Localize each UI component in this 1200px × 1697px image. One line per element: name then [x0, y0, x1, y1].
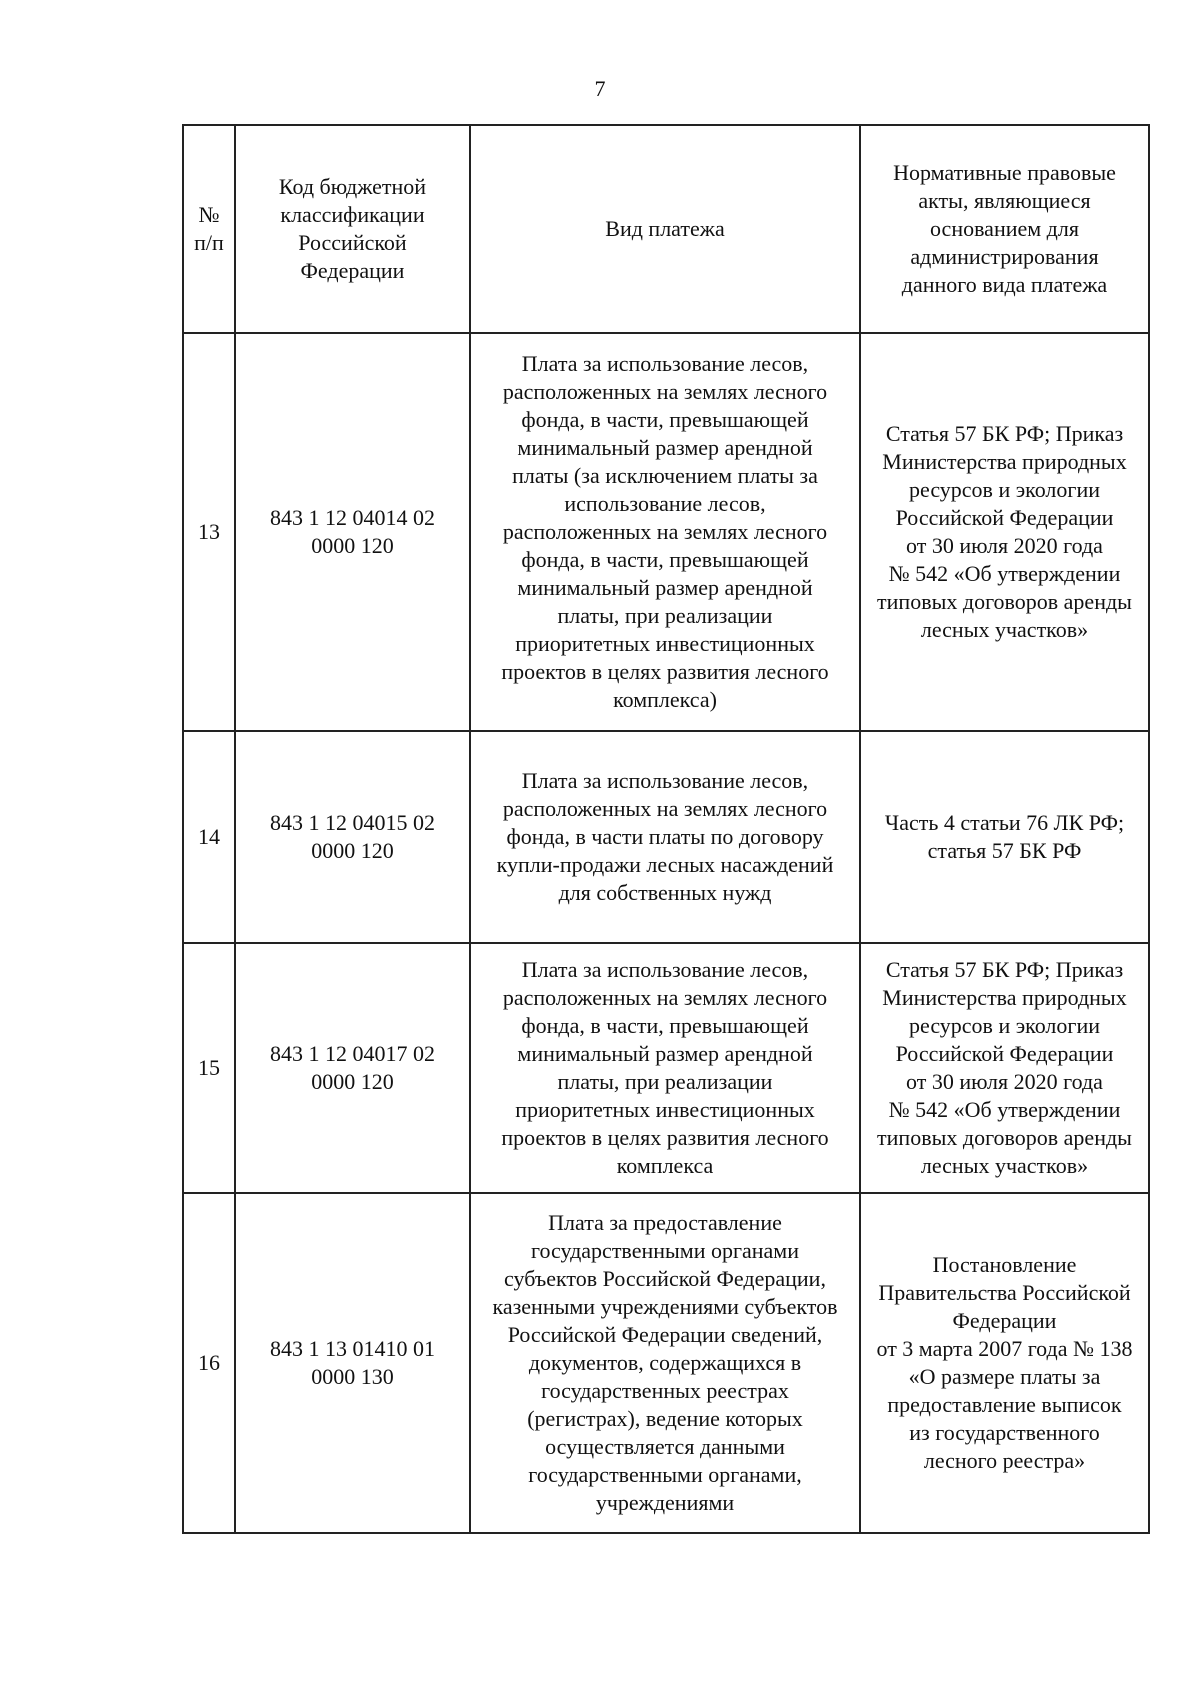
- row-number: 16: [183, 1193, 235, 1533]
- budget-classification-table: [182, 124, 1150, 1534]
- row-payment-type: Плата за использование лесов, расположенных на землях лесного фонда, в части, превышающей минимальный размер арендной платы, при реализации приоритетных инвестиционных проектов в целях развития лесного комплекса: [470, 943, 860, 1193]
- row-legal-acts: Часть 4 статьи 76 ЛК РФ; статья 57 БК РФ: [860, 731, 1149, 943]
- row-payment-type: Плата за использование лесов, расположенных на землях лесного фонда, в части платы по договору купли-продажи лесных насаждений для собственных нужд: [470, 731, 860, 943]
- header-payment-type: Вид платежа: [470, 125, 860, 333]
- row-budget-code: 843 1 12 04017 02 0000 120: [235, 943, 470, 1193]
- row-budget-code: 843 1 12 04015 02 0000 120: [235, 731, 470, 943]
- header-legal-acts: Нормативные правовые акты, являющиеся основанием для администрирования данного вида платежа: [860, 125, 1149, 333]
- table-header-row: [183, 125, 1149, 333]
- row-legal-acts: Статья 57 БК РФ; Приказ Министерства природных ресурсов и экологии Российской Федерации от 30 июля 2020 года № 542 «Об утверждении типовых договоров аренды лесных участков»: [860, 943, 1149, 1193]
- table-row: [183, 943, 1149, 1193]
- row-legal-acts: Постановление Правительства Российской Федерации от 3 марта 2007 года № 138 «О размере платы за предоставление выписок из государственного лесного реестра»: [860, 1193, 1149, 1533]
- row-budget-code: 843 1 12 04014 02 0000 120: [235, 333, 470, 731]
- table-row: [183, 1193, 1149, 1533]
- header-number: № п/п: [183, 125, 235, 333]
- row-number: 13: [183, 333, 235, 731]
- header-budget-code: Код бюджетной классификации Российской Федерации: [235, 125, 470, 333]
- row-number: 15: [183, 943, 235, 1193]
- table-row: [183, 731, 1149, 943]
- page-number: 7: [594, 76, 606, 101]
- row-budget-code: 843 1 13 01410 01 0000 130: [235, 1193, 470, 1533]
- row-number: 14: [183, 731, 235, 943]
- table-row: [183, 333, 1149, 731]
- row-legal-acts: Статья 57 БК РФ; Приказ Министерства природных ресурсов и экологии Российской Федерации от 30 июля 2020 года № 542 «Об утверждении типовых договоров аренды лесных участков»: [860, 333, 1149, 731]
- row-payment-type: Плата за использование лесов, расположенных на землях лесного фонда, в части, превышающей минимальный размер арендной платы (за исключением платы за использование лесов, расположенных на землях лесного фонда, в части, превышающей минимальный размер арендной платы, при реализации приоритетных инвестиционных проектов в целях развития лесного комплекса): [470, 333, 860, 731]
- row-payment-type: Плата за предоставление государственными органами субъектов Российской Федерации, казенными учреждениями субъектов Российской Федерации сведений, документов, содержащихся в государственных реестрах (регистрах), ведение которых осуществляется данными государственными органами, учреждениями: [470, 1193, 860, 1533]
